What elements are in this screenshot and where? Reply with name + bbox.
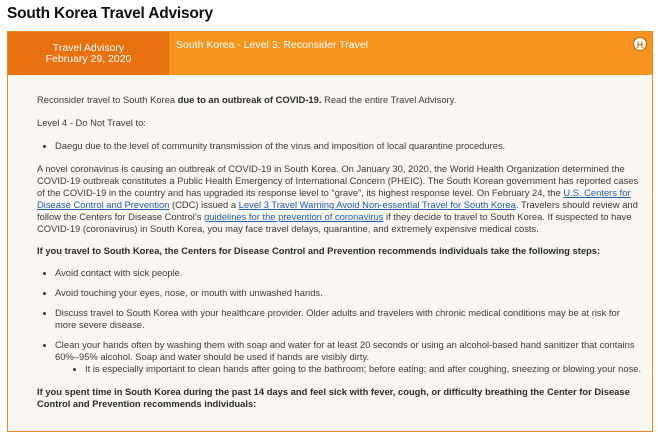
sick-heading: If you spent time in South Korea during the past 14 days and feel sick with fever, cough, or difficulty breathing the Center for Disease Control and Prevention recommends individuals: bbox=[37, 386, 630, 409]
page-title: South Korea Travel Advisory bbox=[7, 5, 213, 22]
outbreak-paragraph: A novel coronavirus is causing an outbreak of COVID-19 in South Korea. On January 30, 2020, the World Health Organization determined the COVID-19 outbreak constitutes a Public Health Emergency of International Concern (PHEIC). The South Korean government has reported cases of the COVID-19 in the country and has upgraded its response level to “grave”, its highest response level. On February 24, the U.S. Centers for Disease Control and Prevention (CDC) issued a Level 3 Travel Warning Avoid Non-essential Travel for South Korea. Travelers should review and follow the Centers for Disease Control’s guidelines for the prevention of coronavirus if they decide to travel to South Korea. If suspected to have COVID-19 (coronavirus) in South Korea, you may face travel delays, quarantine, and extremely expensive medical costs. bbox=[37, 163, 639, 234]
steps-list bbox=[37, 267, 642, 375]
list-item: • Discuss travel to South Korea with your healthcare provider. Older adults and travelers with chronic medical conditions may be at risk for more severe disease. bbox=[55, 307, 642, 331]
list-item: • Clean your hands often by washing them with soap and water for at least 20 seconds or using an alcohol-based hand sanitizer that contains 60%–95% alcohol. Soap and water should be used if hands are visibly dirty. • It is especially important to clean hands after going to the bathroom; before eating; and after coughing, sneezing or blowing your nose. bbox=[55, 339, 642, 375]
advisory-panel bbox=[7, 31, 653, 432]
level4-label: Level 4 - Do Not Travel to: bbox=[37, 117, 146, 128]
level3-warning-link[interactable]: Level 3 Travel Warning Avoid Non-essential Travel for South Korea bbox=[238, 199, 516, 210]
cdc-link[interactable]: U.S. Centers for Disease Control and Prevention bbox=[37, 187, 631, 210]
list-item: • It is especially important to clean hands after going to the bathroom; before eating; and after coughing, sneezing or blowing your nose. bbox=[85, 363, 642, 375]
list-item: • Daegu due to the level of community transmission of the virus and imposition of local quarantine procedures. bbox=[55, 140, 642, 152]
prevention-guidelines-link[interactable]: guidelines for the prevention of coronavirus bbox=[204, 211, 384, 222]
advisory-summary: Reconsider travel to South Korea due to an outbreak of COVID-19. Read the entire Travel Advisory. bbox=[37, 94, 457, 105]
advisory-date-cell bbox=[8, 32, 169, 75]
advisory-header bbox=[8, 32, 652, 75]
advisory-date: February 29, 2020 bbox=[45, 52, 132, 65]
list-item: • Avoid touching your eyes, nose, or mouth with unwashed hands. bbox=[55, 287, 642, 299]
advisory-date-label: Travel Advisory bbox=[52, 41, 125, 54]
list-item: • Avoid contact with sick people. bbox=[55, 267, 642, 279]
substeps-list bbox=[55, 363, 642, 375]
advisory-level-title: South Korea - Level 3: Reconsider Travel bbox=[176, 39, 369, 51]
advisory-body bbox=[8, 75, 652, 432]
level4-list bbox=[37, 140, 642, 152]
steps-heading: If you travel to South Korea, the Centers for Disease Control and Prevention recommends individuals take the following steps: bbox=[37, 245, 601, 256]
level-badge-icon[interactable]: H bbox=[633, 37, 647, 51]
